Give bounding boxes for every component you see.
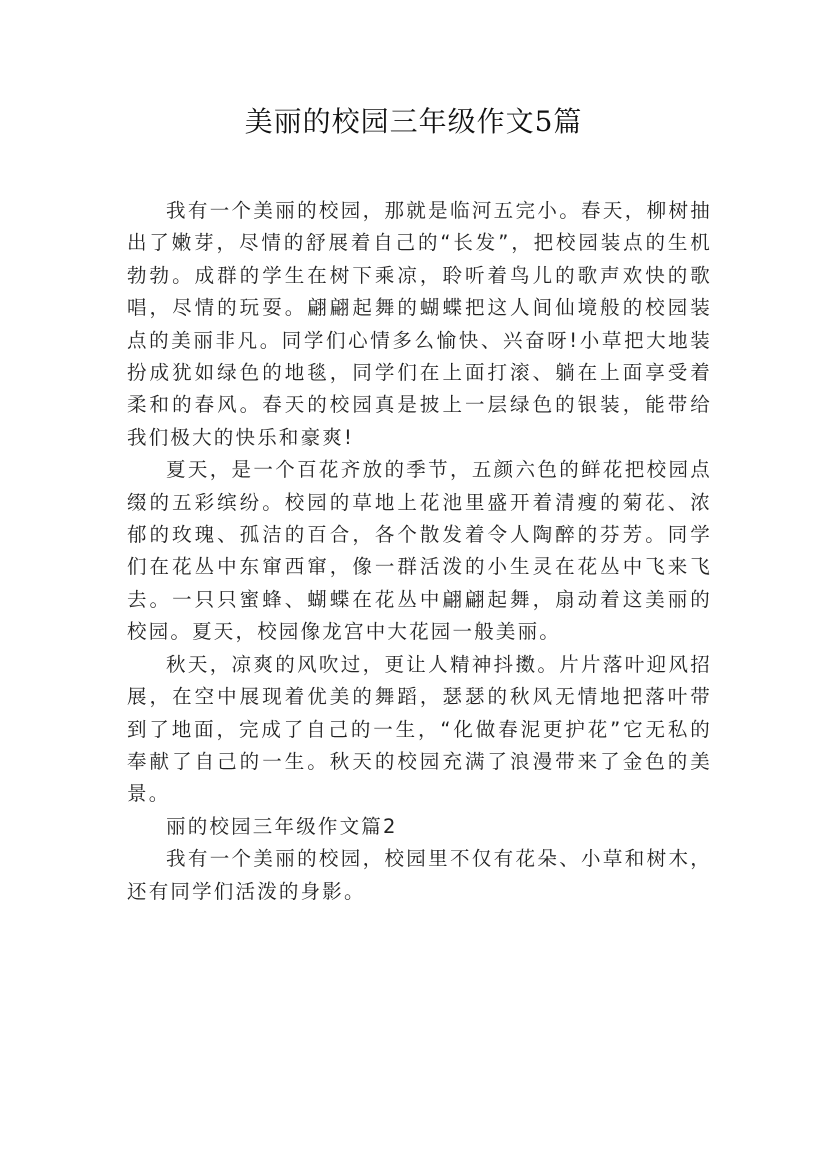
document-title: 美丽的校园三年级作文5篇 bbox=[244, 105, 583, 138]
paragraph-spring: 我有一个美丽的校园，那就是临河五完小。春天，柳树抽出了嫩芽，尽情的舒展着自己的“长发”，把校园装点的生机勃勃。成群的学生在树下乘凉，聆听着鸟儿的歌声欢快的歌唱，尽情的玩耍。翩翩起舞的蝴蝶把这人间仙境般的校园装点的美丽非凡。同学们心情多么愉快、兴奋呀!小草把大地装扮成犹如绿色的地毯，同学们在上面打滚、躺在上面享受着柔和的春风。春天的校园真是披上一层绿色的银装，能带给我们极大的快乐和豪爽! bbox=[127, 199, 712, 449]
paragraph-autumn: 秋天，凉爽的风吹过，更让人精神抖擞。片片落叶迎风招展，在空中展现着优美的舞蹈，瑟瑟的秋风无情地把落叶带到了地面，完成了自己的一生，“化做春泥更护花”它无私的奉献了自己的一生。秋天的校园充满了浪漫带来了金色的美景。 bbox=[127, 652, 712, 806]
paragraph-essay-2-intro: 我有一个美丽的校园，校园里不仅有花朵、小草和树木，还有同学们活泼的身影。 bbox=[127, 847, 712, 903]
paragraph-summer: 夏天，是一个百花齐放的季节，五颜六色的鲜花把校园点缀的五彩缤纷。校园的草地上花池里盛开着清瘦的菊花、浓郁的玫瑰、孤洁的百合，各个散发着令人陶醉的芬芳。同学们在花丛中东窜西窜，像一群活泼的小生灵在花丛中飞来飞去。一只只蜜蜂、蝴蝶在花丛中翩翩起舞，扇动着这美丽的校园。夏天，校园像龙宫中大花园一般美丽。 bbox=[127, 458, 712, 644]
section-heading-essay-2: 丽的校园三年级作文篇2 bbox=[166, 814, 398, 838]
document-body bbox=[127, 195, 712, 908]
